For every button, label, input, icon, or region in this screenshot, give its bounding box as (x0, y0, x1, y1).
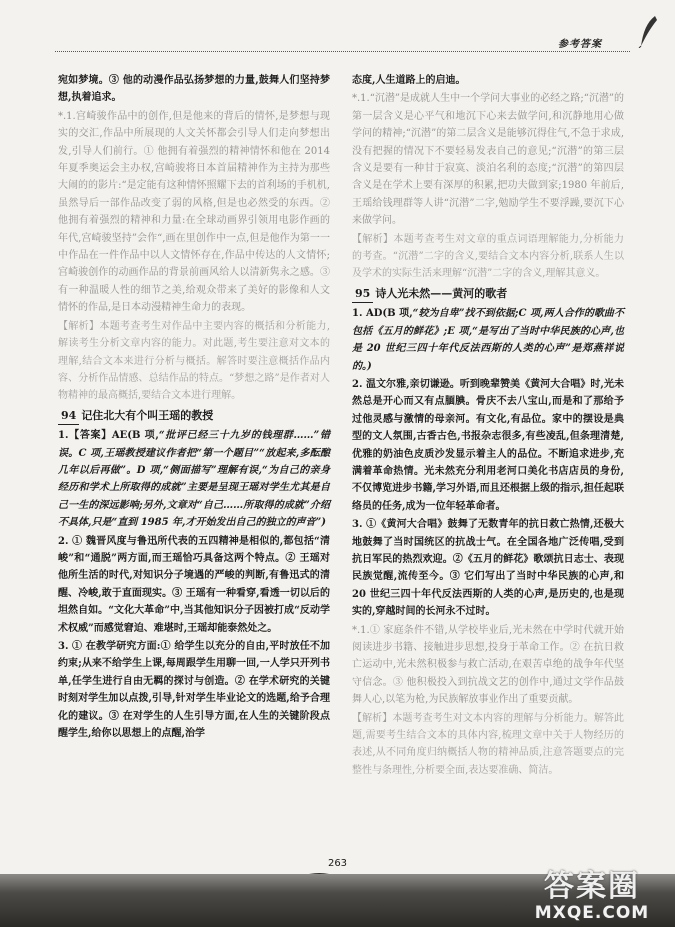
answer-item-95-1 (352, 305, 624, 375)
continued-text: 态度,人生道路上的启迪。 (352, 75, 466, 86)
analysis-text: 本题考查考生对文本内容的理解与分析能力。解答此题,需要考生结合文本的具体内容,梳理文章中关于人物经历的表述,从不同角度归纳概括人物的精神品质,注意答题要点的完整性与条理性,分析要全面,表达要准确、简洁。 (352, 712, 625, 776)
intro-text: 宛如梦境。③ 他的动漫作品弘扬梦想的力量,鼓舞人们坚持梦想,执着追求。 (58, 75, 330, 104)
analysis-paragraph (352, 710, 624, 780)
analysis-label: 【解析】 (58, 320, 100, 332)
answer-body: “较为自卑”找不到依据;C 项,两人合作的歌曲不包括《五月的鲜花》;E 项,“是写出了当时中华民族的心声,也是 20 世纪三四十年代反法西斯的人类的心声”是郑燕祥说的。) (352, 308, 624, 372)
section-number: 95 (352, 285, 373, 303)
section-title-text: 诗人光未然——黄河的歌者 (375, 286, 508, 300)
watermark (517, 870, 667, 926)
answer-item-3: 3. ① 在教学研究方面:① 给学生以充分的自由,平时放任不加约束;从来不给学生上课,每周跟学生用聊一回,一人学只开列书单,任学生进行自由无羁的探讨与创造。② 在学术研究的关键时刻对学生加以点拨,引导,针对学生毕业论文的选题,给予合理化的建议。③ 在对学生的人生引导方面,在人生的关键阶段点醒学生,给你以思想上的点醒,治学 (58, 641, 330, 740)
analysis-label: 【解析】 (352, 712, 393, 724)
answer-item-2: 2. ① 魏晋风度与鲁迅所代表的五四精神是相似的,都包括“清峻”和“通脱”两方面,而王瑶恰巧具备这两个特点。② 王瑶对他所生活的时代,对知识分子境遇的严峻的判断,有鲁迅式的清醒、冷峻,敢于直面现实。③ 王瑶有一种看穿,看透一切以后的坦然自如。“文化大革命”中,当其他知识分子因被打成“反动学术权威”而感觉窘迫、难堪时,王瑶却能泰然处之。 (58, 535, 330, 634)
answer-item-95-3: 3. ①《黄河大合唱》鼓舞了无数青年的抗日救亡热情,还极大地鼓舞了当时国统区的抗战士气。在全国各地广泛传唱,受到抗日军民的热烈欢迎。②《五月的鲜花》歌颂抗日志士、表现民族觉醒,流传至今。③ 它们写出了当时中华民族的心声,和 20 世纪三四十年代反法西斯的人类的心声,是历史的,也是现实的,穿越时间的长河永不过时。 (352, 519, 624, 618)
analysis-label: 【解析】 (352, 233, 394, 245)
answer-item-1 (58, 427, 330, 531)
section-94-title (58, 407, 330, 425)
faded-note: *.1.“沉潜”是成就人生中一个学问大事业的必经之路;“沉潜”的第一层含义是心平气和地沉下心来去做学问,和沉静地用心做学问的精神;“沉潜”的第二层含义是能够沉得住气,不急于求成,没有把握的情况下不要轻易发表自己的意见;“沉潜”的第三层含义是要有一种甘于寂寞、淡泊名利的态度;“沉潜”的第四层含义是在学术上要有深厚的积累,把功夫做到家;1980 年前后,王瑶给钱理群等人讲“沉潜”二字,勉励学生不要浮躁,要沉下心来做学问。 (352, 93, 624, 227)
analysis-text: 本题考查考生对文章的重点词语理解能力,分析能力的考查。“沉潜”二字的含义,要结合文本内容分析,联系人生以及学术的实际生活来理解“沉潜”二字的含义,理解其意义。 (352, 233, 624, 280)
right-column (352, 72, 624, 780)
section-title-text: 记住北大有个叫王瑶的教授 (81, 408, 214, 422)
faded-note: *.1.宫崎骏作品中的创作,但是他来的背后的情怀,是梦想与现实的交汇,作品中所展现的人文关怀都会引导人们走向梦想出发,引导人们前行。① 他拥有着强烈的精神情怀和他在 2014 年夏季奥运会主办权,宫崎骏将日本首届精神作为主持为那些大闹的的影片:“是定能有这种情怀照耀下去的首利场的手机机,虽然导后一部作品改变了弱的风格,但是也必然受的东西。② 他拥有着强烈的精神和力量:在全球动画界引领用电影作画的年代,宫崎骏坚持”会作“,画在里创作中一点,但是他作为第一一中作品在一件作品中以人文情怀存在,作品中传达的人文情怀;宫崎骏创作的动画作品的背景前画风给人以清新隽永之感。③ 有一种温暖人性的细节之美,给观众带来了美好的影像和人文情怀的作品,是日本动漫精神生命力的表现。 (58, 110, 330, 314)
page-header (55, 33, 630, 52)
watermark-logo: 答案圈 (544, 869, 640, 904)
answer-quote: “批评已经三十九岁的钱理群……” (158, 430, 320, 442)
answer-body: 错误。C 项,王瑶教授建议作者把“第一个题目”“放起来,多酝酿几年以后再做”。D 项,“侧面描写”理解有误,“为自己的亲身经历和学术上所取得的成就”主要是呈现王瑶对学生尤其是自己一生的深远影响;另外,文章对“自己……所取得的成就”介绍不具体,只是“直到 1985 年,才开始发出自己的独立的声音”) (58, 430, 331, 529)
feather-icon (637, 14, 659, 48)
page-number: 263 (327, 858, 348, 869)
analysis-paragraph (58, 318, 330, 405)
section-95-title (352, 285, 624, 303)
section-number: 94 (58, 407, 79, 425)
left-column (58, 72, 330, 743)
analysis-text: 本题考查考生对作品中主要内容的概括和分析能力,解读考生分析文章内容的能力。对此题,考生要注意对文本的理解,结合文本来进行分析与概括。解答时要注意概括作品内容、分析作品情感、总结作品的特点。“梦想之路”是作者对人物精神的最高概括,要结合文本进行理解。 (58, 320, 330, 402)
analysis-paragraph (352, 231, 624, 283)
answer-item-95-2: 2. 温文尔雅,亲切谦逊。听到晚辈赞美《黄河大合唱》时,光未然总是开心而又有点腼腆。骨庆不去八宝山,而是和了那给予过他灵感与激情的母亲河。有文化,有品位。家中的摆设是典型的文人氛围,古香古色,书报杂志很多,有些凌乱,但条理清楚,优雅的奶油色皮质沙发显示着主人的品位。不断追求进步,充满着革命热情。光未然充分利用老河口美化书店店员的身份,不仅博览进步书籍,学习外语,而且还根据上级的指示,担任起联络员的任务,成为一位年轻革命者。 (352, 378, 624, 512)
answer-label: 1.【答案】AE(B 项, (58, 430, 159, 442)
header-label: 参考答案 (558, 39, 602, 50)
faded-note: *.1.① 家庭条件不错,从学校毕业后,光未然在中学时代就开始阅读进步书籍、接触进步思想,投身于革命工作。② 在抗日救亡运动中,光未然积极参与救亡活动,在艰苦卓绝的战争年代坚守信念。③ 他积极投入到抗战文艺的创作中,通过文学作品鼓舞人心,以笔为枪,为民族解放事业作出了重要贡献。 (352, 624, 624, 706)
watermark-url: MXQE.COM (534, 903, 650, 923)
answer-label: 1. AD(B 项, (352, 308, 413, 320)
